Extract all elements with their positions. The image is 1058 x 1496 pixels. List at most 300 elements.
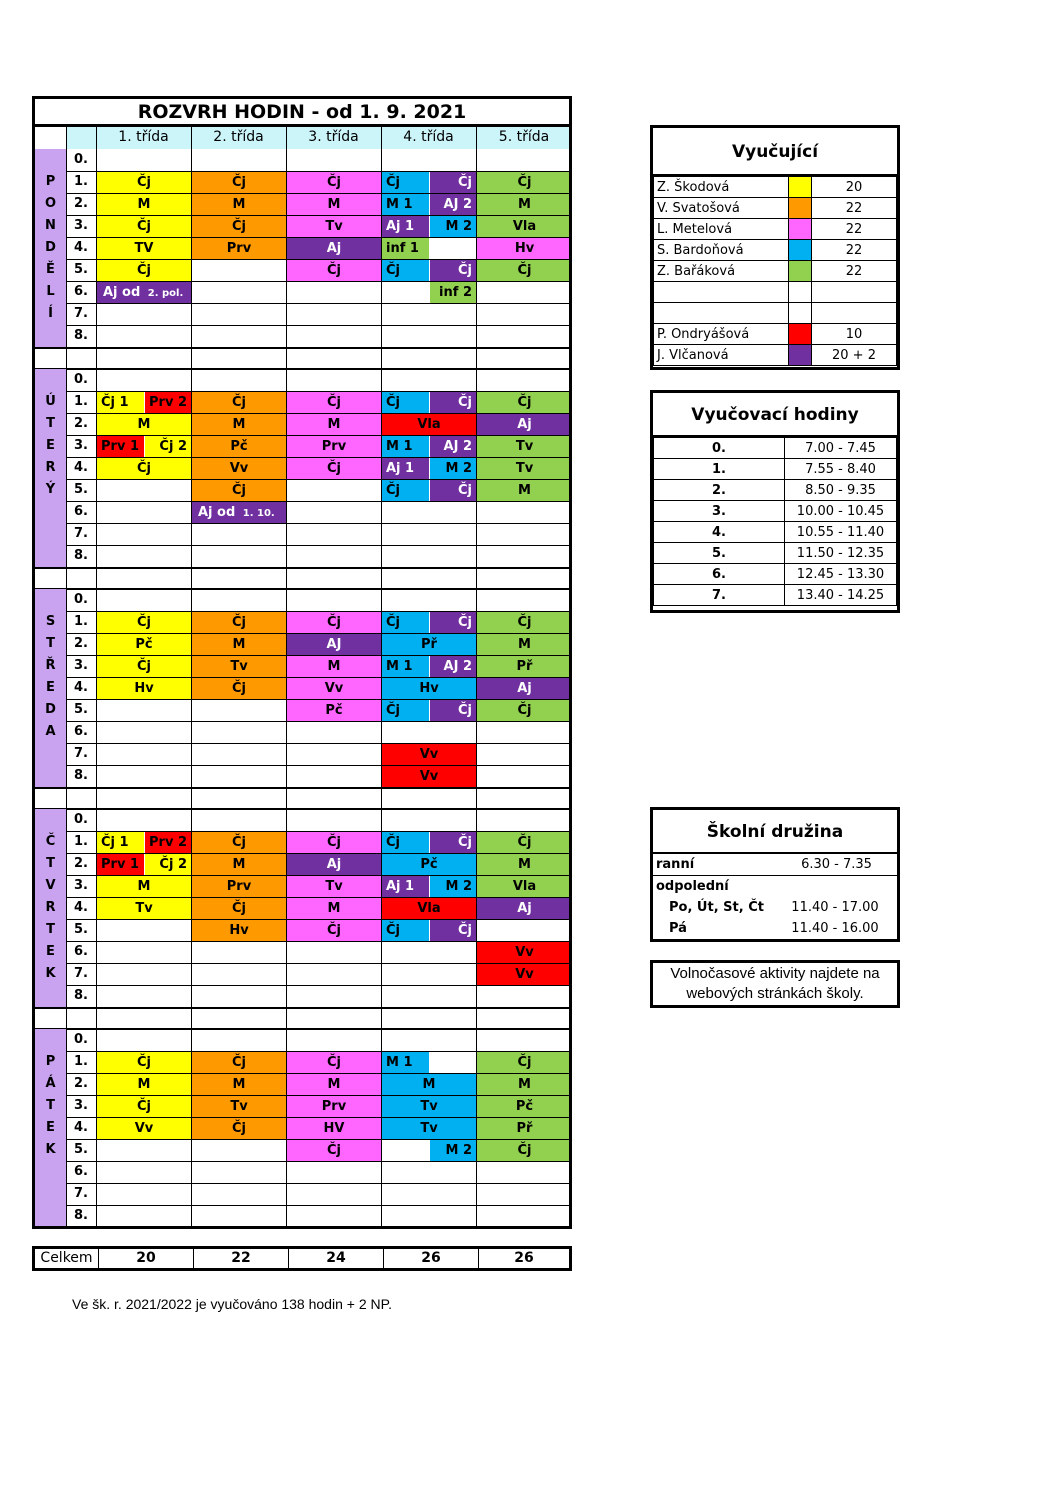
subject-cell xyxy=(382,172,429,193)
subject-label: Aj 1 xyxy=(386,219,415,234)
druzina-title: Školní družina xyxy=(653,810,897,854)
subject-label: Čj xyxy=(137,1099,151,1114)
subject-cell xyxy=(430,194,477,215)
subject-cell xyxy=(192,656,286,677)
subject-label: M xyxy=(137,417,151,432)
lesson-number: 4. xyxy=(654,522,785,543)
subject-cell xyxy=(430,392,477,413)
lesson-number: 8. xyxy=(74,548,88,563)
lesson-number: 1. xyxy=(74,834,88,849)
subject-cell xyxy=(430,656,477,677)
subject-cell xyxy=(477,458,572,479)
subject-cell xyxy=(192,1118,286,1139)
subject-cell xyxy=(477,678,572,699)
druzina-ranni-label: ranní xyxy=(656,857,695,872)
subject-label: Čj xyxy=(232,681,246,696)
total-value: 22 xyxy=(194,1249,289,1268)
subject-cell xyxy=(382,612,429,633)
subject-cell xyxy=(287,172,381,193)
teacher-row xyxy=(654,240,897,261)
subject-cell xyxy=(97,238,191,259)
subject-cell xyxy=(192,832,286,853)
schedule-table xyxy=(32,96,572,1272)
subject-cell xyxy=(430,260,477,281)
day-letter: Ě xyxy=(46,262,55,277)
subject-cell xyxy=(287,898,381,919)
subject-label: M 2 xyxy=(445,219,472,234)
totals-row xyxy=(32,1246,572,1271)
subject-label: Prv 2 xyxy=(149,835,187,850)
subject-label: M 2 xyxy=(445,1143,472,1158)
subject-label: Tv xyxy=(515,439,534,454)
lesson-times-title: Vyučovací hodiny xyxy=(653,393,897,437)
day-letter: A xyxy=(45,724,56,739)
subject-label: Tv xyxy=(515,461,534,476)
subject-label: Vla xyxy=(417,901,441,916)
lesson-times-table xyxy=(653,437,897,606)
teachers-title: Vyučující xyxy=(653,128,897,176)
lesson-number: 7. xyxy=(654,585,785,606)
day-letter: T xyxy=(46,1098,55,1113)
teacher-color-swatch xyxy=(789,345,812,366)
druzina-days: Pá xyxy=(669,921,687,936)
subject-label: Čj xyxy=(232,1055,246,1070)
day-letter: Ý xyxy=(45,482,56,497)
teacher-row xyxy=(654,345,897,366)
lesson-time-row xyxy=(654,501,897,522)
subject-label: Př xyxy=(516,659,533,674)
day-bar xyxy=(35,809,66,1007)
subject-label: M 1 xyxy=(386,439,413,454)
lesson-number: 2. xyxy=(74,1076,88,1091)
day-letter: K xyxy=(45,966,56,981)
lesson-number: 6. xyxy=(74,1164,88,1179)
lesson-number: 6. xyxy=(654,564,785,585)
subject-cell xyxy=(382,656,429,677)
subject-label: Pč xyxy=(515,1099,534,1114)
subject-label: M xyxy=(232,417,246,432)
subject-label: Čj xyxy=(458,263,472,278)
subject-cell xyxy=(382,282,429,303)
subject-label: Čj xyxy=(517,835,532,850)
subject-cell xyxy=(382,700,429,721)
subject-cell xyxy=(477,1118,572,1139)
subject-cell xyxy=(477,656,572,677)
subject-cell xyxy=(97,876,191,897)
day-separator xyxy=(32,588,572,590)
teacher-hours xyxy=(812,303,897,324)
subject-label: Čj xyxy=(232,901,246,916)
subject-cell xyxy=(382,744,476,765)
subject-cell xyxy=(430,216,477,237)
row-line xyxy=(66,765,572,766)
subject-label: Čj xyxy=(232,175,246,190)
subject-cell xyxy=(430,1140,477,1161)
teacher-name: V. Svatošová xyxy=(654,198,789,219)
subject-label: Čj xyxy=(517,703,532,718)
subject-label: Aj 1 xyxy=(386,461,415,476)
subject-cell xyxy=(477,414,572,435)
subject-cell xyxy=(382,832,429,853)
subject-cell xyxy=(382,634,476,655)
lesson-number: 7. xyxy=(74,526,88,541)
subject-label: M xyxy=(518,483,531,498)
row-line xyxy=(66,325,572,326)
subject-label: Čj xyxy=(137,659,151,674)
subject-cell xyxy=(192,172,286,193)
subject-cell xyxy=(382,854,476,875)
subject-cell xyxy=(97,436,144,457)
subject-label: Aj xyxy=(517,901,532,916)
grid-vline xyxy=(191,127,192,1227)
class-header: 1. třída xyxy=(96,127,191,149)
row-line xyxy=(66,501,572,502)
subject-label: Čj xyxy=(327,1143,341,1158)
druzina-time: 11.40 - 17.00 xyxy=(791,900,879,915)
subject-cell xyxy=(192,634,286,655)
schedule-title: ROZVRH HODIN - od 1. 9. 2021 xyxy=(32,96,572,127)
subject-label: AJ 2 xyxy=(443,197,472,212)
subject-label: M xyxy=(137,1077,151,1092)
subject-cell xyxy=(287,238,381,259)
subject-label: Vla xyxy=(512,219,537,234)
subject-cell xyxy=(382,194,429,215)
subject-cell xyxy=(192,392,286,413)
subject-label: inf 2 xyxy=(439,285,472,300)
subject-label: Aj 1 xyxy=(386,879,415,894)
header-blank xyxy=(35,127,66,149)
total-value: 24 xyxy=(289,1249,384,1268)
subject-label: Vv xyxy=(324,681,344,696)
teacher-hours: 22 xyxy=(812,198,897,219)
day-letter: Á xyxy=(45,1076,56,1091)
subject-label: Čj xyxy=(232,219,246,234)
subject-label: Čj xyxy=(327,615,341,630)
subject-label: M xyxy=(327,417,341,432)
subject-cell xyxy=(430,700,477,721)
subject-label: Čj xyxy=(137,219,151,234)
subject-cell xyxy=(477,942,572,963)
subject-label: Prv xyxy=(321,439,347,454)
day-letter: T xyxy=(46,416,55,431)
subject-label: Vv xyxy=(229,461,249,476)
lesson-number: 6. xyxy=(74,504,88,519)
day-bar xyxy=(35,369,66,567)
subject-label: Čj xyxy=(137,263,151,278)
subject-label: Čj 2 xyxy=(159,439,187,454)
lesson-number: 6. xyxy=(74,284,88,299)
teachers-box xyxy=(650,125,900,370)
teacher-name: S. Bardoňová xyxy=(654,240,789,261)
lesson-number: 8. xyxy=(74,1208,88,1223)
subject-cell xyxy=(477,612,572,633)
day-letter: Č xyxy=(45,834,56,849)
subject-label: Vv xyxy=(419,769,439,784)
subject-cell xyxy=(192,678,286,699)
lesson-number: 3. xyxy=(654,501,785,522)
subject-cell xyxy=(477,876,572,897)
grid-vline xyxy=(569,127,572,1227)
teacher-color-swatch xyxy=(789,324,812,345)
subject-cell xyxy=(477,700,572,721)
subject-cell xyxy=(382,1052,429,1073)
subject-cell xyxy=(477,634,572,655)
subject-label: Čj xyxy=(232,835,246,850)
druzina-days: Po, Út, St, Čt xyxy=(669,900,764,915)
class-header: 2. třída xyxy=(191,127,286,149)
subject-label: M xyxy=(232,637,246,652)
teacher-color-swatch xyxy=(789,261,812,282)
subject-cell xyxy=(97,634,191,655)
subject-label: Prv 1 xyxy=(101,857,139,872)
subject-label: Čj 1 xyxy=(101,395,129,410)
subject-label: inf 1 xyxy=(386,241,419,256)
lesson-number: 2. xyxy=(74,856,88,871)
row-line xyxy=(66,303,572,304)
subject-label: Čj xyxy=(386,395,400,410)
subject-cell xyxy=(477,194,572,215)
teacher-hours: 20 + 2 xyxy=(812,345,897,366)
lesson-time: 10.00 - 10.45 xyxy=(785,501,897,522)
lesson-number: 8. xyxy=(74,768,88,783)
day-separator xyxy=(32,808,572,810)
subject-label: M xyxy=(137,879,151,894)
subject-cell xyxy=(477,898,572,919)
subject-cell xyxy=(430,436,477,457)
subject-label: Čj xyxy=(232,483,246,498)
teacher-row xyxy=(654,261,897,282)
subject-label: Čj xyxy=(327,835,341,850)
lesson-number: 2. xyxy=(74,636,88,651)
subject-cell xyxy=(382,392,429,413)
subject-cell xyxy=(382,216,429,237)
subject-label: Tv xyxy=(230,659,248,674)
row-line xyxy=(66,523,572,524)
subject-cell xyxy=(287,876,381,897)
day-letter: Í xyxy=(48,306,53,321)
day-letter: E xyxy=(46,438,55,453)
lesson-time-row xyxy=(654,543,897,564)
subject-label: Aj xyxy=(326,857,342,872)
day-letter: E xyxy=(46,944,55,959)
subject-cell xyxy=(382,1096,476,1117)
lesson-time-row xyxy=(654,522,897,543)
lesson-number: 3. xyxy=(74,878,88,893)
teacher-name: Z. Škodová xyxy=(654,177,789,198)
subject-cell xyxy=(97,832,144,853)
subject-label: M xyxy=(518,637,531,652)
subject-label: Vla xyxy=(417,417,441,432)
day-separator xyxy=(32,368,572,370)
lesson-number: 8. xyxy=(74,328,88,343)
lesson-times-box xyxy=(650,390,900,613)
subject-label: Vla xyxy=(512,879,537,894)
totals-label: Celkem xyxy=(35,1249,99,1268)
subject-label: Hv xyxy=(419,681,439,696)
lesson-number: 6. xyxy=(74,724,88,739)
subject-cell xyxy=(192,1074,286,1095)
subject-label: Vv xyxy=(419,747,439,762)
subject-cell xyxy=(97,216,191,237)
subject-cell xyxy=(97,678,191,699)
subject-cell xyxy=(287,1096,381,1117)
subject-label: AJ 2 xyxy=(443,439,472,454)
day-bar xyxy=(35,1029,66,1227)
subject-cell xyxy=(145,436,192,457)
subject-label: M xyxy=(518,197,531,212)
lesson-time-row xyxy=(654,459,897,480)
day-letter: T xyxy=(46,636,55,651)
subject-label: M xyxy=(327,901,341,916)
subject-label: Čj xyxy=(517,175,532,190)
subject-label: Pč xyxy=(135,637,153,652)
subject-label: AJ xyxy=(326,637,342,652)
subject-cell xyxy=(430,458,477,479)
subject-label: Čj 2 xyxy=(159,857,187,872)
grid-vline xyxy=(476,127,477,1227)
activities-note-text: Volnočasové aktivity najdete na webových stránkách školy. xyxy=(670,965,880,1002)
day-letter: E xyxy=(46,680,55,695)
subject-label: Tv xyxy=(325,219,343,234)
lesson-time-row xyxy=(654,438,897,459)
subject-label: M xyxy=(232,1077,246,1092)
subject-label: Čj xyxy=(517,615,532,630)
subject-label: Čj xyxy=(137,615,151,630)
lesson-time: 8.50 - 9.35 xyxy=(785,480,897,501)
lesson-number: 0. xyxy=(74,372,88,387)
subject-cell xyxy=(287,678,381,699)
day-letter: L xyxy=(46,284,55,299)
subject-cell xyxy=(192,480,286,501)
druzina-time: 11.40 - 16.00 xyxy=(791,921,879,936)
lesson-number: 5. xyxy=(74,922,88,937)
subject-label: Tv xyxy=(230,1099,248,1114)
day-separator xyxy=(32,347,572,349)
day-letter: D xyxy=(45,240,56,255)
lesson-number: 6. xyxy=(74,944,88,959)
subject-cell xyxy=(477,480,572,501)
row-line xyxy=(66,1205,572,1206)
subject-label: Čj xyxy=(386,483,400,498)
teacher-name xyxy=(654,303,789,324)
subject-cell xyxy=(287,700,381,721)
subject-cell xyxy=(382,1074,476,1095)
teachers-table xyxy=(653,176,897,366)
lesson-number: 4. xyxy=(74,900,88,915)
teacher-hours: 22 xyxy=(812,240,897,261)
teacher-name: L. Metelová xyxy=(654,219,789,240)
subject-cell xyxy=(192,238,286,259)
subject-label: Čj xyxy=(517,263,532,278)
day-letter: T xyxy=(46,922,55,937)
lesson-number: 0. xyxy=(654,438,785,459)
subject-label: Prv xyxy=(226,879,252,894)
subject-cell xyxy=(430,238,477,259)
subject-label: Čj xyxy=(232,615,246,630)
subject-cell xyxy=(192,502,286,523)
teacher-color-swatch xyxy=(789,198,812,219)
subject-label: Čj xyxy=(137,1055,151,1070)
lesson-number: 2. xyxy=(74,416,88,431)
lesson-number: 0. xyxy=(74,592,88,607)
subject-label: Tv xyxy=(325,879,343,894)
day-bar xyxy=(35,589,66,787)
total-value: 20 xyxy=(99,1249,194,1268)
subject-cell xyxy=(382,920,429,941)
subject-label: Čj xyxy=(327,1055,341,1070)
subject-cell xyxy=(430,832,477,853)
subject-cell xyxy=(192,876,286,897)
day-letter: K xyxy=(45,1142,56,1157)
subject-label: Aj xyxy=(326,241,342,256)
teacher-row xyxy=(654,177,897,198)
subject-cell xyxy=(97,392,144,413)
lesson-number: 4. xyxy=(74,1120,88,1135)
lesson-number: 3. xyxy=(74,1098,88,1113)
druzina-odpoledni-label: odpolední xyxy=(656,879,729,894)
lesson-number: 5. xyxy=(74,702,88,717)
subject-label: Pč xyxy=(325,703,343,718)
day-letter: O xyxy=(44,196,57,211)
subject-cell xyxy=(382,678,476,699)
grid-vline xyxy=(96,127,97,1227)
row-line xyxy=(66,1161,572,1162)
subject-cell xyxy=(287,612,381,633)
subject-cell xyxy=(97,1074,191,1095)
subject-cell xyxy=(477,260,572,281)
subject-label: Čj xyxy=(137,461,151,476)
subject-label: Čj xyxy=(458,175,472,190)
teacher-row xyxy=(654,303,897,324)
subject-label: Čj xyxy=(386,923,400,938)
lesson-number: 7. xyxy=(74,966,88,981)
subject-cell xyxy=(287,392,381,413)
subject-label: M 1 xyxy=(386,197,413,212)
subject-label: Čj xyxy=(458,615,472,630)
activities-note xyxy=(650,960,900,1008)
subject-cell xyxy=(192,216,286,237)
subject-cell xyxy=(430,1052,477,1073)
subject-label: Čj xyxy=(327,263,341,278)
subject-cell xyxy=(430,282,477,303)
subject-label: M xyxy=(518,857,531,872)
subject-cell xyxy=(192,920,286,941)
lesson-time: 12.45 - 13.30 xyxy=(785,564,897,585)
subject-label: M xyxy=(422,1077,436,1092)
day-letter: P xyxy=(45,174,56,189)
subject-label: M 2 xyxy=(445,461,472,476)
subject-label: AJ 2 xyxy=(443,659,472,674)
lesson-number: 5. xyxy=(654,543,785,564)
subject-cell xyxy=(287,832,381,853)
lesson-time: 10.55 - 11.40 xyxy=(785,522,897,543)
subject-label: HV xyxy=(323,1121,345,1136)
lesson-time: 7.00 - 7.45 xyxy=(785,438,897,459)
subject-cell xyxy=(430,920,477,941)
subject-label: M 1 xyxy=(386,1055,413,1070)
teacher-hours: 22 xyxy=(812,261,897,282)
subject-label: Čj xyxy=(327,175,341,190)
subject-label: Čj xyxy=(386,175,400,190)
subject-label: Hv xyxy=(514,241,535,256)
subject-cell xyxy=(192,612,286,633)
subject-cell xyxy=(97,1096,191,1117)
lesson-number: 1. xyxy=(74,1054,88,1069)
subject-cell xyxy=(192,854,286,875)
subject-cell xyxy=(477,1140,572,1161)
lesson-time: 11.50 - 12.35 xyxy=(785,543,897,564)
day-letter: R xyxy=(45,900,56,915)
